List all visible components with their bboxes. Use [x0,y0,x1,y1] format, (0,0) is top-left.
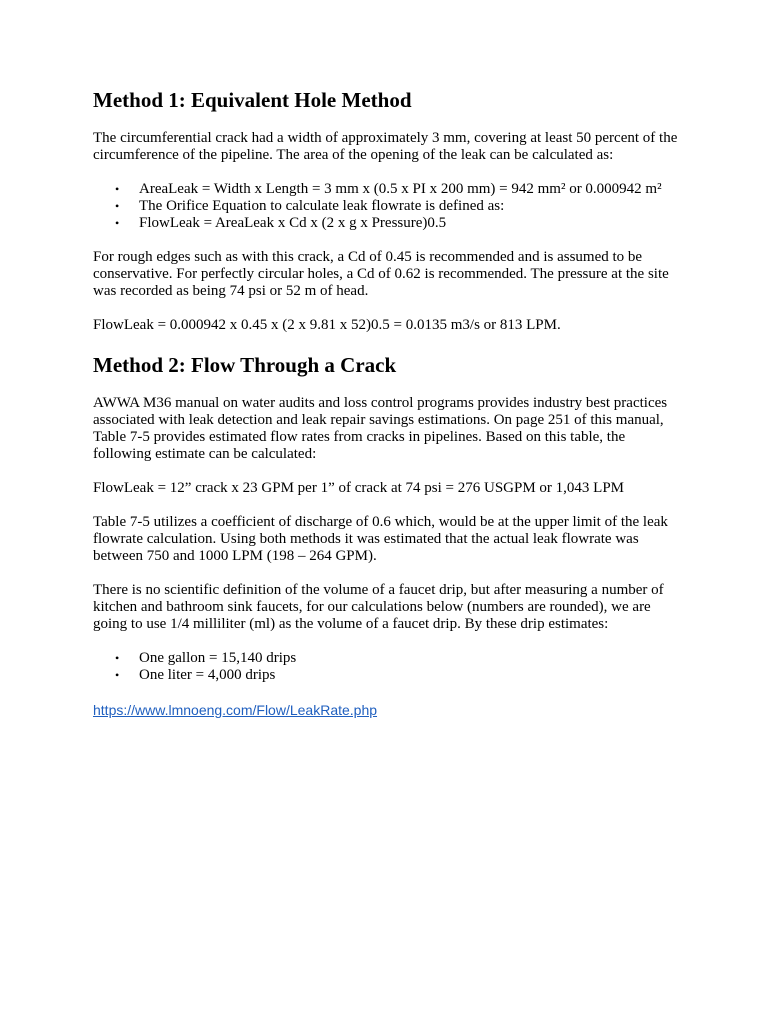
list-item [93,667,683,684]
list-item-text: One liter = 4,000 drips [139,667,276,683]
list-item [93,198,683,215]
list-item-text: FlowLeak = AreaLeak x Cd x (2 x g x Pressure)0.5 [139,215,447,231]
list-item [93,650,683,667]
source-link-row [93,702,683,720]
faucet-drip-paragraph: There is no scientific definition of the volume of a faucet drip, but after measuring a number of kitchen and bathroom sink faucets, for our calculations below (numbers are rounded), we are going to use 1/4 milliliter (ml) as the volume of a faucet drip. By these drip estimates: [93,582,664,632]
method-2-flow-result: FlowLeak = 12” crack x 23 GPM per 1” of crack at 74 psi = 276 USGPM or 1,043 LPM [93,480,625,496]
list-item-text: One gallon = 15,140 drips [139,650,297,666]
bullet-icon: • [115,199,120,213]
method-2-heading: Method 2: Flow Through a Crack [93,353,397,377]
drip-bullet-list [93,650,683,684]
list-item-text: AreaLeak = Width x Length = 3 mm x (0.5 x PI x 200 mm) = 942 mm² or 0.000942 m² [139,181,662,197]
method-1-bullet-list [93,181,683,232]
list-item [93,181,683,198]
list-item-text: The Orifice Equation to calculate leak flowrate is defined as: [139,198,505,214]
method-1-heading: Method 1: Equivalent Hole Method [93,88,412,112]
bullet-icon: • [115,182,120,196]
table-note-paragraph: Table 7-5 utilizes a coefficient of discharge of 0.6 which, would be at the upper limit of the leak flowrate calculation. Using both methods it was estimated that the actual leak flowrate was between 750 and 1000 LPM (198 – 264 GPM). [93,514,668,564]
method-1-flow-result: FlowLeak = 0.000942 x 0.45 x (2 x 9.81 x 52)0.5 = 0.0135 m3/s or 813 LPM. [93,317,561,333]
rough-edges-paragraph: For rough edges such as with this crack, a Cd of 0.45 is recommended and is assumed to be conservative. For perfectly circular holes, a Cd of 0.62 is recommended. The pressure at the site was recorded as being 74 psi or 52 m of head. [93,249,669,299]
bullet-icon: • [115,668,120,682]
awwa-paragraph: AWWA M36 manual on water audits and loss control programs provides industry best practices associated with leak detection and leak repair savings estimations. On page 251 of this manual, Table 7-5 provides estimated flow rates from cracks in pipelines. Based on this table, the following estimate can be calculated: [93,395,668,462]
source-link[interactable]: https://www.lmnoeng.com/Flow/LeakRate.php [93,702,378,718]
bullet-icon: • [115,651,120,665]
bullet-icon: • [115,216,120,230]
method-1-intro-paragraph: The circumferential crack had a width of approximately 3 mm, covering at least 50 percent of the circumference of the pipeline. The area of the opening of the leak can be calculated as: [93,130,678,163]
document-page [93,86,683,720]
list-item [93,215,683,232]
